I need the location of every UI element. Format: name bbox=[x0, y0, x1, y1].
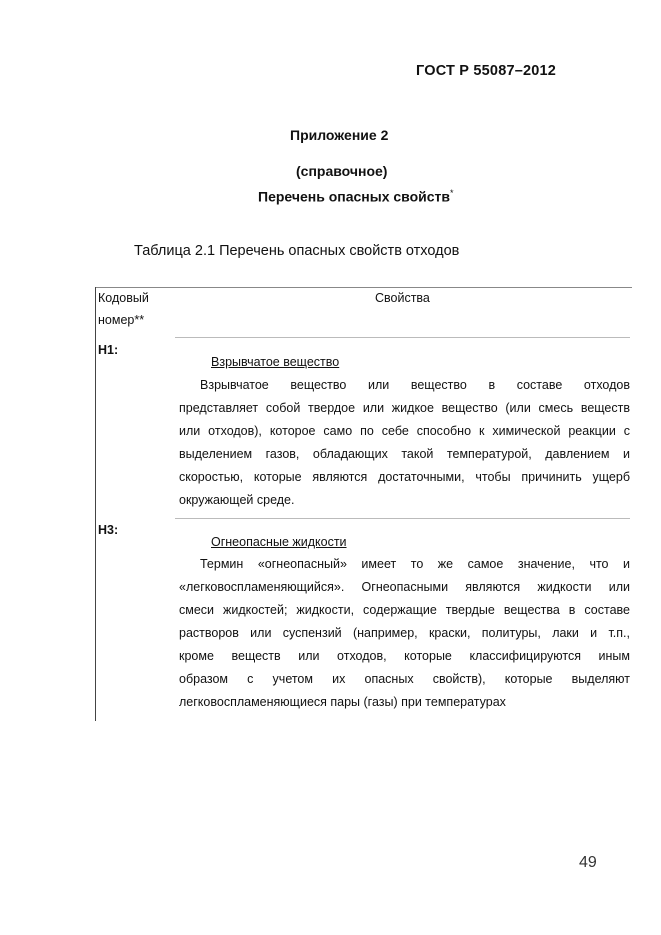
table-left-rule bbox=[95, 287, 96, 721]
table-row-divider bbox=[175, 518, 630, 519]
table-row-divider bbox=[175, 337, 630, 338]
row-text-line: или отходов), которое само по себе способно к химической реакции с bbox=[179, 424, 630, 438]
row-section-title: Взрывчатое вещество bbox=[211, 355, 340, 369]
row-code: Н1: bbox=[98, 343, 119, 357]
column-header-code bbox=[98, 291, 149, 327]
row-section-title: Огнеопасные жидкости bbox=[211, 535, 347, 549]
column-header-code-line1: Кодовый bbox=[98, 291, 149, 305]
footnote-mark: * bbox=[450, 188, 454, 198]
appendix-subtitle: (справочное) bbox=[296, 163, 388, 179]
list-title-text: Перечень опасных свойств bbox=[258, 188, 450, 205]
standard-number: ГОСТ Р 55087–2012 bbox=[416, 63, 557, 79]
row-text-line: скоростью, которые являются достаточными, чтобы причинить ущерб bbox=[179, 470, 630, 484]
row-text-line: смеси жидкостей; жидкости, содержащие твердые вещества в составе bbox=[179, 603, 630, 617]
row-text-line: образом с учетом их опасных свойств), которые выделяют bbox=[179, 672, 630, 686]
row-text-line: выделением газов, обладающих такой температурой, давлением и bbox=[179, 447, 630, 461]
row-text-line: растворов или суспензий (например, краски, политуры, лаки и т.п., bbox=[179, 626, 630, 640]
table-top-rule bbox=[95, 287, 632, 288]
appendix-list-title bbox=[258, 188, 454, 205]
column-header-code-line2: номер** bbox=[98, 313, 145, 327]
row-text-line: Взрывчатое вещество или вещество в составе отходов bbox=[200, 378, 630, 392]
page-number: 49 bbox=[579, 854, 597, 871]
row-text-line: представляет собой твердое или жидкое вещество (или смесь веществ bbox=[179, 401, 630, 415]
row-text-line: кроме веществ или отходов, которые классифицируются иным bbox=[179, 649, 630, 663]
row-text-line: окружающей среде. bbox=[179, 493, 295, 507]
table-caption: Таблица 2.1 Перечень опасных свойств отходов bbox=[134, 243, 460, 259]
row-text-line: легковоспламеняющиеся пары (газы) при температурах bbox=[179, 695, 506, 709]
row-text-line: Термин «огнеопасный» имеет то же самое значение, что и bbox=[200, 557, 630, 571]
row-text-line: «легковоспламеняющийся». Огнеопасными являются жидкости или bbox=[179, 580, 630, 594]
row-code: Н3: bbox=[98, 523, 119, 537]
column-header-properties: Свойства bbox=[375, 291, 430, 305]
appendix-title: Приложение 2 bbox=[290, 127, 389, 143]
